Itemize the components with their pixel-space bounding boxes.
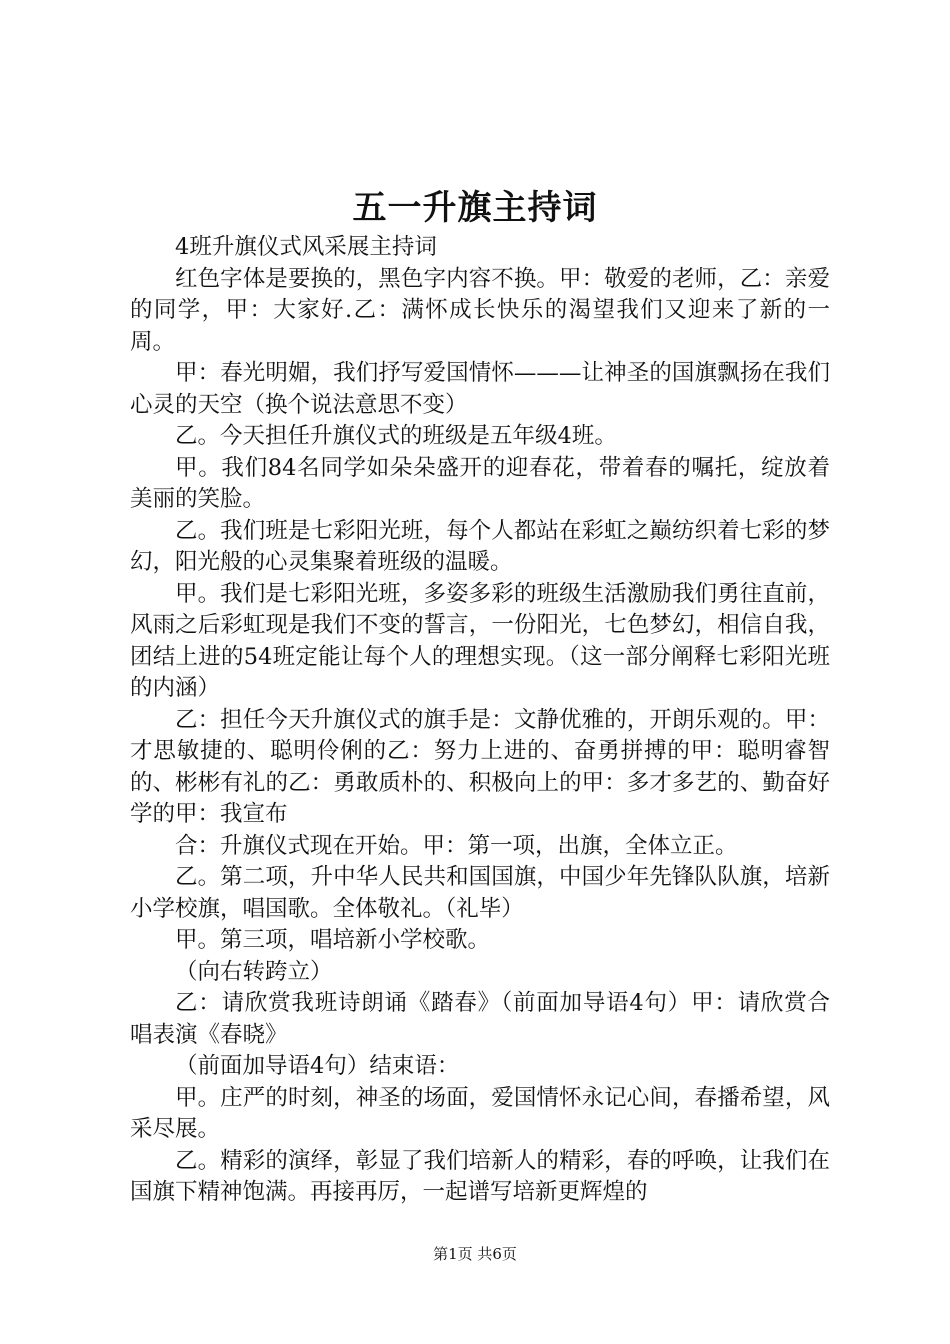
paragraph: 乙。精彩的演绎，彰显了我们培新人的精彩，春的呼唤，让我们在国旗下精神饱满。再接再厉，一起谱写培新更辉煌的 [130,1147,830,1205]
paragraph: 乙。今天担任升旗仪式的班级是五年级4班。 [175,423,617,449]
paragraph: 甲。我们是七彩阳光班，多姿多彩的班级生活激励我们勇往直前，风雨之后彩虹现是我们不变的誓言，一份阳光，七色梦幻，相信自我，团结上进的54班定能让每个人的理想实现。（这一部分阐释七彩阳光班的内涵） [130,580,830,701]
document-title: 五一升旗主持词 [352,188,598,228]
paragraph: 乙：请欣赏我班诗朗诵《踏春》（前面加导语4句）甲：请欣赏合唱表演《春晓》 [130,990,830,1048]
paragraph: 乙：担任今天升旗仪式的旗手是：文静优雅的，开朗乐观的。甲：才思敏捷的、聪明伶俐的乙：努力上进的、奋勇拼搏的甲：聪明睿智的、彬彬有礼的乙：勇敢质朴的、积极向上的甲：多才多艺的、勤奋好学的甲：我宣布 [130,706,830,827]
paragraph: 乙。第二项，升中华人民共和国国旗，中国少年先锋队队旗，培新小学校旗，唱国歌。全体敬礼。（礼毕） [130,864,830,922]
paragraph: 4班升旗仪式风采展主持词 [175,234,437,260]
paragraph: 甲。我们84名同学如朵朵盛开的迎春花，带着春的嘱托，绽放着美丽的笑脸。 [130,454,830,512]
paragraph: 甲：春光明媚，我们抒写爱国情怀———让神圣的国旗飘扬在我们心灵的天空（换个说法意思不变） [130,360,830,418]
paragraph: （向右转跨立） [175,958,333,985]
paragraph: 甲。庄严的时刻，神圣的场面，爱国情怀永记心间，春播希望，风采尽展。 [130,1084,830,1142]
paragraph: 甲。第三项，唱培新小学校歌。 [175,927,491,953]
page-number-footer: 第1页 共6页 [433,1245,517,1263]
paragraph: 红色字体是要换的，黑色字内容不换。甲：敬爱的老师，乙：亲爱的同学，甲：大家好.乙：满怀成长快乐的渴望我们又迎来了新的一周。 [130,265,830,355]
paragraph: 合：升旗仪式现在开始。甲：第一项，出旗，全体立正。 [175,832,738,859]
document-body [130,232,830,1209]
paragraph: 乙。我们班是七彩阳光班，每个人都站在彩虹之巅纺织着七彩的梦幻，阳光般的心灵集聚着班级的温暖。 [130,517,830,575]
paragraph: （前面加导语4句）结束语： [175,1053,460,1079]
